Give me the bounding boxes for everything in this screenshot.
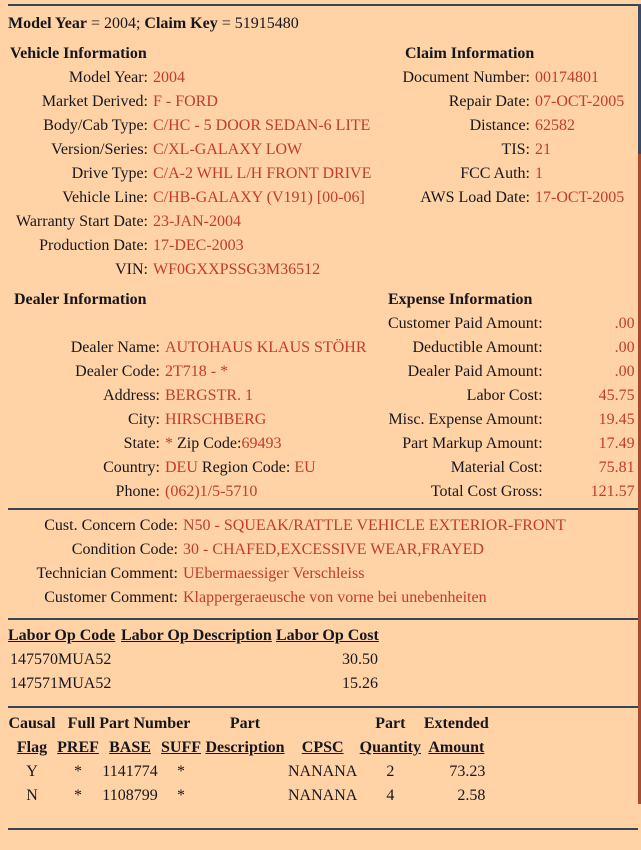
field-label: Customer Comment: bbox=[44, 589, 178, 606]
part-cpsc: NANANA bbox=[288, 787, 358, 804]
field-label: Model Year: bbox=[68, 69, 148, 86]
column-header: BASE bbox=[109, 739, 151, 756]
field-value: BERGSTR. 1 bbox=[165, 387, 254, 404]
field-value: 121.57 bbox=[590, 483, 635, 500]
table-row bbox=[8, 538, 566, 562]
table-row bbox=[8, 586, 566, 610]
table-row bbox=[8, 672, 380, 696]
labor-op-cost: 15.26 bbox=[342, 675, 378, 692]
table-row bbox=[8, 186, 371, 210]
table-row bbox=[8, 456, 367, 480]
field-value: 30 - CHAFED,EXCESSIVE WEAR,FRAYED bbox=[183, 541, 484, 558]
claim-info-column bbox=[393, 36, 641, 210]
field-label: Distance: bbox=[469, 117, 530, 134]
table-row bbox=[8, 210, 371, 234]
table-row bbox=[8, 514, 566, 538]
dealer-info-heading: Dealer Information bbox=[14, 291, 147, 308]
part-cpsc: NANANA bbox=[288, 763, 358, 780]
field-value: 00174801 bbox=[535, 69, 599, 86]
column-header: Extended bbox=[423, 715, 489, 732]
table-row bbox=[393, 114, 624, 138]
zip-code-label: Zip Code: bbox=[177, 435, 242, 452]
bottom-divider bbox=[8, 828, 638, 830]
blank-cell bbox=[160, 312, 367, 336]
column-header: SUFF bbox=[161, 739, 201, 756]
table-row bbox=[393, 162, 624, 186]
field-value: .00 bbox=[614, 315, 635, 332]
field-label: FCC Auth: bbox=[460, 165, 530, 182]
field-value: C/XL-GALAXY LOW bbox=[153, 141, 303, 158]
table-row bbox=[388, 408, 635, 432]
table-row bbox=[8, 384, 367, 408]
region-code-value: EU bbox=[294, 459, 316, 476]
field-value bbox=[160, 456, 367, 480]
claim-header-line bbox=[8, 12, 641, 36]
field-value: C/HB-GALAXY (V191) [00-06] bbox=[153, 189, 365, 206]
part-description bbox=[202, 760, 288, 784]
extended-amount: 73.23 bbox=[449, 763, 486, 780]
concern-comments-table bbox=[8, 514, 566, 610]
column-header: Labor Op Description bbox=[121, 627, 272, 644]
top-divider bbox=[8, 4, 638, 6]
field-value: 45.75 bbox=[598, 387, 635, 404]
field-label: Condition Code: bbox=[71, 541, 178, 558]
field-label: Cust. Concern Code: bbox=[44, 517, 178, 534]
field-value: 75.81 bbox=[598, 459, 635, 476]
field-label: Part Markup Amount: bbox=[402, 435, 543, 452]
table-row bbox=[388, 360, 635, 384]
region-code-label: Region Code: bbox=[201, 459, 295, 476]
field-value: WF0GXXPSSG3M36512 bbox=[153, 261, 321, 278]
dealer-expense-section bbox=[8, 282, 641, 504]
field-label: Drive Type: bbox=[71, 165, 148, 182]
field-value: 23-JAN-2004 bbox=[153, 213, 241, 230]
column-header: PREF bbox=[57, 739, 99, 756]
expense-info-column bbox=[388, 282, 641, 504]
field-label: Total Cost Gross: bbox=[430, 483, 543, 500]
state-value: * bbox=[165, 435, 177, 452]
table-row bbox=[8, 480, 367, 504]
field-label: Repair Date: bbox=[448, 93, 530, 110]
labor-op-code: 147571MUA52 bbox=[10, 675, 112, 692]
part-quantity: 2 bbox=[386, 763, 395, 780]
causal-flag: Y bbox=[26, 763, 38, 780]
divider bbox=[8, 618, 638, 620]
column-header-blank bbox=[288, 712, 357, 736]
field-value: .00 bbox=[614, 339, 635, 356]
field-label: Dealer Name: bbox=[70, 339, 160, 356]
table-row bbox=[8, 114, 371, 138]
labor-header-row bbox=[8, 624, 380, 648]
table-row bbox=[8, 90, 371, 114]
field-label: Misc. Expense Amount: bbox=[388, 411, 543, 428]
field-label: TIS: bbox=[501, 141, 530, 158]
table-row bbox=[8, 234, 371, 258]
zip-code-value: 69493 bbox=[241, 435, 282, 452]
part-base: 1108799 bbox=[102, 787, 158, 804]
table-row bbox=[393, 66, 624, 90]
labor-op-code: 147570MUA52 bbox=[10, 651, 112, 668]
table-row bbox=[8, 138, 371, 162]
part-pref: * bbox=[74, 763, 82, 780]
vehicle-info-table bbox=[8, 66, 371, 282]
field-value: 17-OCT-2005 bbox=[535, 189, 625, 206]
table-row bbox=[8, 66, 371, 90]
table-row bbox=[8, 562, 566, 586]
field-label: Market Derived: bbox=[41, 93, 148, 110]
table-row bbox=[8, 408, 367, 432]
labor-op-description bbox=[121, 672, 276, 696]
field-value: AUTOHAUS KLAUS STÖHR bbox=[165, 339, 367, 356]
field-value: .00 bbox=[614, 363, 635, 380]
claim-key-value: = 51915480 bbox=[217, 15, 299, 32]
field-label: Phone: bbox=[115, 483, 160, 500]
table-row bbox=[388, 432, 635, 456]
table-row bbox=[8, 360, 367, 384]
field-value: 2004 bbox=[153, 69, 185, 86]
column-header: Quantity bbox=[359, 739, 421, 756]
table-row bbox=[388, 384, 635, 408]
dealer-info-column bbox=[8, 282, 388, 504]
table-row bbox=[8, 784, 489, 808]
table-row bbox=[388, 456, 635, 480]
claim-key-label: Claim Key bbox=[144, 15, 218, 32]
labor-table bbox=[8, 624, 380, 696]
table-row bbox=[388, 480, 635, 504]
field-value: C/A-2 WHL L/H FRONT DRIVE bbox=[153, 165, 372, 182]
warranty-claim-report bbox=[0, 4, 641, 830]
table-row bbox=[8, 162, 371, 186]
part-quantity: 4 bbox=[386, 787, 395, 804]
table-row bbox=[393, 138, 624, 162]
field-value: UEbermaessiger Verschleiss bbox=[183, 565, 365, 582]
field-label: Labor Cost: bbox=[466, 387, 543, 404]
divider bbox=[8, 706, 638, 708]
table-row bbox=[8, 760, 489, 784]
field-value: 19.45 bbox=[598, 411, 635, 428]
expense-info-heading: Expense Information bbox=[388, 291, 533, 308]
field-label: Warranty Start Date: bbox=[16, 213, 148, 230]
field-label: Material Cost: bbox=[450, 459, 543, 476]
field-label: Dealer Paid Amount: bbox=[407, 363, 543, 380]
field-label: Country: bbox=[103, 459, 160, 476]
claim-info-table bbox=[393, 66, 624, 210]
model-year-key-label: Model Year bbox=[8, 15, 87, 32]
claim-info-heading: Claim Information bbox=[405, 45, 535, 62]
field-label: Technician Comment: bbox=[36, 565, 178, 582]
model-year-key-value: = 2004; bbox=[86, 15, 145, 32]
dealer-info-table bbox=[8, 312, 367, 504]
field-label: Deductible Amount: bbox=[412, 339, 543, 356]
field-label: City: bbox=[127, 411, 160, 428]
field-value: 1 bbox=[535, 165, 543, 182]
parts-header-top-row bbox=[8, 712, 489, 736]
part-base: 1141774 bbox=[102, 763, 158, 780]
field-value: 62582 bbox=[535, 117, 575, 134]
divider bbox=[8, 508, 638, 510]
field-value: 17-DEC-2003 bbox=[153, 237, 244, 254]
vehicle-claim-section bbox=[8, 36, 641, 282]
field-value: Klappergeraeusche von vorne bei unebenheiten bbox=[183, 589, 487, 606]
labor-op-description bbox=[121, 648, 276, 672]
expense-info-table bbox=[388, 312, 635, 504]
vehicle-info-column bbox=[8, 36, 393, 282]
table-row bbox=[393, 186, 624, 210]
field-value: (062)1/5-5710 bbox=[165, 483, 258, 500]
field-label: State: bbox=[123, 435, 160, 452]
column-header: Full Part Number bbox=[67, 715, 191, 732]
column-header: Flag bbox=[16, 739, 48, 756]
table-row bbox=[8, 258, 371, 282]
field-value: 17.49 bbox=[598, 435, 635, 452]
table-row bbox=[388, 336, 635, 360]
table-row bbox=[8, 432, 367, 456]
field-value: N50 - SQUEAK/RATTLE VEHICLE EXTERIOR-FRONT bbox=[183, 517, 566, 534]
table-row bbox=[8, 336, 367, 360]
field-label: Production Date: bbox=[39, 237, 148, 254]
table-row-blank bbox=[8, 312, 367, 336]
field-label: Document Number: bbox=[402, 69, 530, 86]
vehicle-info-heading: Vehicle Information bbox=[10, 45, 147, 62]
part-description bbox=[202, 784, 288, 808]
parts-header-bottom-row bbox=[8, 736, 489, 760]
field-label: Customer Paid Amount: bbox=[388, 315, 543, 332]
column-header: Part bbox=[229, 715, 261, 732]
table-row bbox=[393, 90, 624, 114]
table-row bbox=[388, 312, 635, 336]
part-suff: * bbox=[177, 763, 185, 780]
part-suff: * bbox=[177, 787, 185, 804]
blank-cell bbox=[8, 312, 160, 336]
report-body bbox=[0, 4, 641, 850]
column-header: Labor Op Code bbox=[8, 627, 116, 644]
field-label: VIN: bbox=[115, 261, 148, 278]
field-value bbox=[160, 432, 367, 456]
field-value: HIRSCHBERG bbox=[165, 411, 267, 428]
field-label: Body/Cab Type: bbox=[43, 117, 148, 134]
labor-op-cost: 30.50 bbox=[342, 651, 378, 668]
column-header: Causal bbox=[8, 715, 56, 732]
field-label: Dealer Code: bbox=[75, 363, 160, 380]
table-row bbox=[8, 648, 380, 672]
field-label: Version/Series: bbox=[51, 141, 148, 158]
field-label: Vehicle Line: bbox=[62, 189, 148, 206]
country-value: DEU bbox=[165, 459, 202, 476]
part-pref: * bbox=[74, 787, 82, 804]
field-value: 21 bbox=[535, 141, 551, 158]
causal-flag: N bbox=[26, 787, 38, 804]
field-value: 2T718 - * bbox=[165, 363, 229, 380]
column-header: Part bbox=[375, 715, 406, 732]
field-value: C/HC - 5 DOOR SEDAN-6 LITE bbox=[153, 117, 371, 134]
field-value: 07-OCT-2005 bbox=[535, 93, 625, 110]
field-label: AWS Load Date: bbox=[420, 189, 530, 206]
column-header: Labor Op Cost bbox=[276, 627, 379, 644]
field-value: F - FORD bbox=[153, 93, 218, 110]
column-header: CPSC bbox=[301, 739, 344, 756]
column-header: Description bbox=[205, 739, 285, 756]
parts-table bbox=[8, 712, 489, 808]
extended-amount: 2.58 bbox=[457, 787, 486, 804]
column-header: Amount bbox=[428, 739, 485, 756]
field-label: Address: bbox=[103, 387, 160, 404]
